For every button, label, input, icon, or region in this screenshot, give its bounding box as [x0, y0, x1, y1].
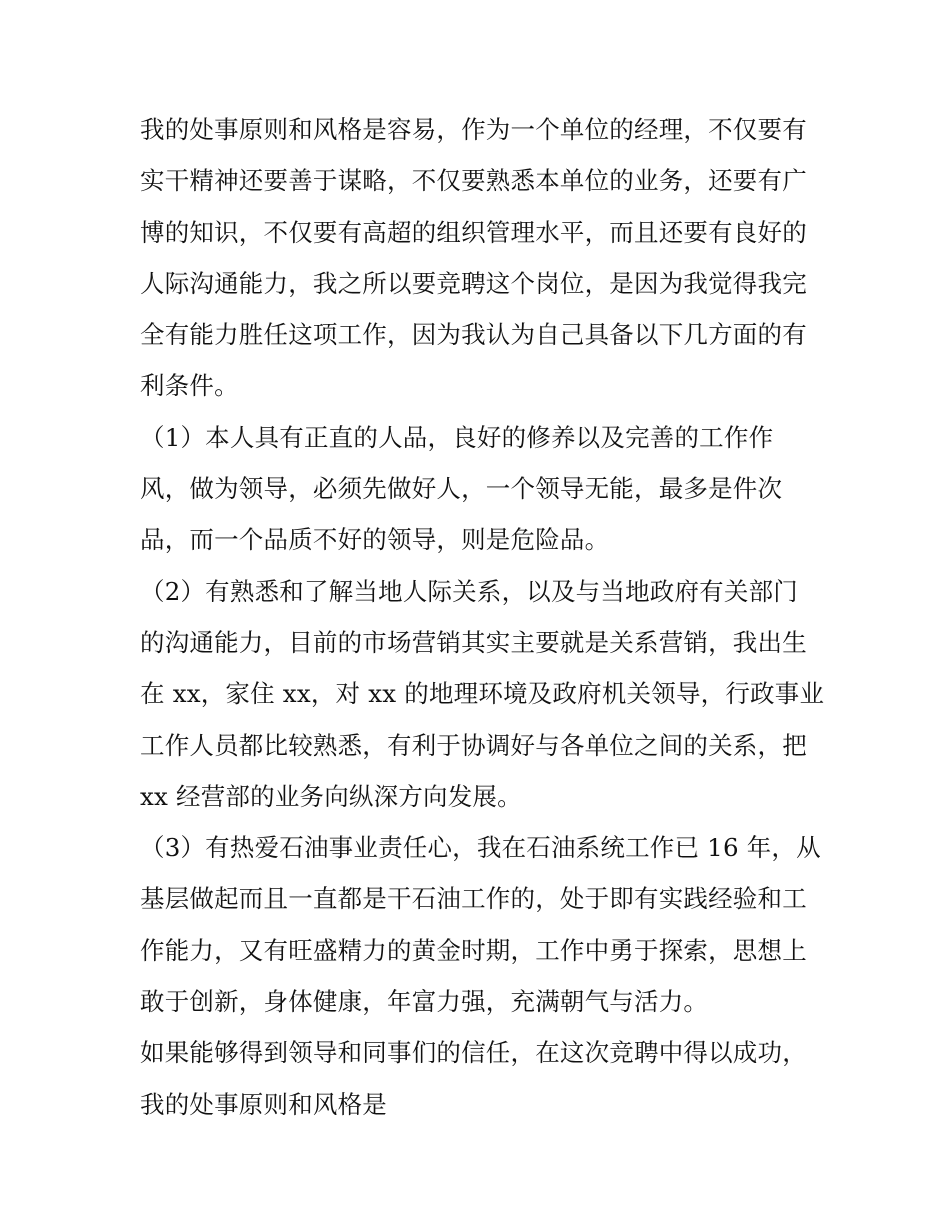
text-line: 博的知识，不仅要有高超的组织管理水平，而且还要有良好的 — [140, 217, 807, 247]
text-line: 风，做为领导，必须先做好人，一个领导无能，最多是件次 — [140, 474, 783, 504]
text-line: 我的处事原则和风格是 — [140, 1089, 387, 1119]
text-line: 如果能够得到领导和同事们的信任，在这次竞聘中得以成功， — [140, 1038, 807, 1068]
text-line: 实干精神还要善于谋略，不仅要熟悉本单位的业务，还要有广 — [140, 166, 807, 196]
text-line: 的沟通能力，目前的市场营销其实主要就是关系营销，我出生 — [140, 627, 807, 657]
text-line: 敢于创新，身体健康，年富力强，充满朝气与活力。 — [140, 987, 709, 1017]
document-body — [140, 104, 830, 1130]
text-line: 利条件。 — [140, 371, 239, 401]
text-line: 我的处事原则和风格是容易，作为一个单位的经理，不仅要有 — [140, 115, 807, 144]
text-line: （2）有熟悉和了解当地人际关系，以及与当地政府有关部门 — [140, 576, 798, 606]
text-line: 基层做起而且一直都是干石油工作的，处于即有实践经验和工 — [140, 884, 807, 914]
text-line: （3）有热爱石油事业责任心，我在石油系统工作已 16 年，从 — [140, 833, 821, 863]
text-line: （1）本人具有正直的人品，良好的修养以及完善的工作作 — [140, 422, 774, 452]
text-line: xx 经营部的业务向纵深方向发展。 — [140, 781, 522, 811]
text-line: 人际沟通能力，我之所以要竞聘这个岗位，是因为我觉得我完 — [140, 268, 807, 298]
text-line: 在 xx，家住 xx，对 xx 的地理环境及政府机关领导，行政事业 — [140, 679, 825, 709]
text-line: 全有能力胜任这项工作，因为我认为自己具备以下几方面的有 — [140, 320, 807, 350]
text-line: 作能力，又有旺盛精力的黄金时期，工作中勇于探索，思想上 — [140, 935, 807, 965]
text-line: 工作人员都比较熟悉，有利于协调好与各单位之间的关系，把 — [140, 730, 807, 760]
text-line: 品，而一个品质不好的领导，则是危险品。 — [140, 525, 610, 555]
